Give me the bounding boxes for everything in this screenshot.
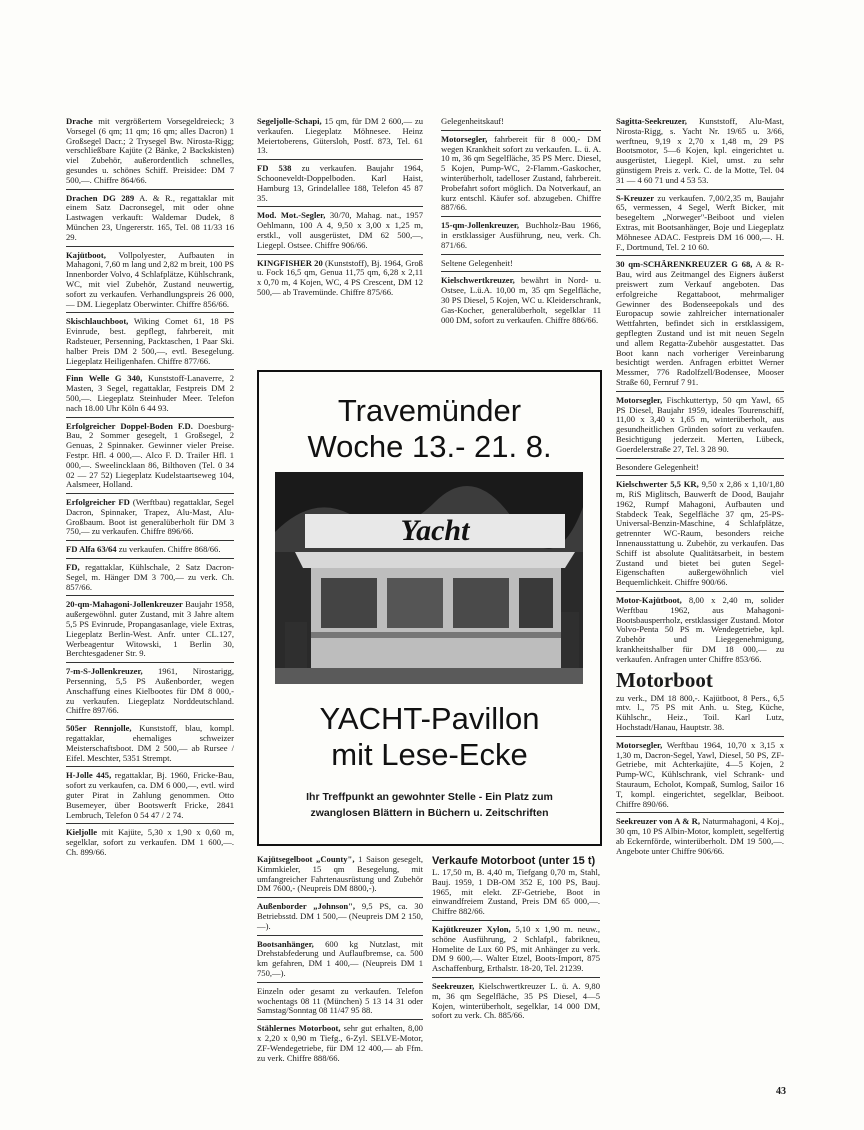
ad-text: Werftbau 1964, 10,70 x 3,15 x 1,30 m, Dacron-Segel, Yawl, Diesel, 50 PS, ZF-Getriebe, mit Achterkajüte, 4—5 Kojen, 2 Pump-WC, Kühlschrank, viel Schrank- und Stauraum, Echolot, Kompaß, Sumlog, Sailor 16 T, kompl. eingerichtet, segelklar, Beiboot. Chiffre 890/66. [616, 739, 784, 809]
classified-ad [257, 1024, 423, 1063]
classified-ad [616, 817, 784, 856]
classified-ad [66, 498, 234, 537]
ad-heading: 7-m-S-Jollenkreuzer, [66, 666, 143, 677]
ad-separator [66, 823, 234, 824]
ad-text: L. 17,50 m, B. 4,40 m, Tiefgang 0,70 m, Stahl, Bauj. 1959, 1 DB-OM 352 E, 100 PS, Bauj. 1965, mit elekt. ZF-Getriebe, Boot in einwandfreiem Zustand, Preis DM 65 000,—. Chiffre 882/66. [432, 867, 600, 917]
ad-separator [257, 254, 423, 255]
ad-text: 1961, Nirostarigg, Persenning, 5,5 PS Außenborder, wegen Anschaffung eines Kielbootes für DM 8 000,- zu verkaufen. Liegeplatz Norddeutschland. Chiffre 897/66. [66, 666, 234, 716]
ad-heading: Motor-Kajütboot, [616, 595, 682, 606]
ad-text: mit vergrößertem Vorsegeldreieck; 3 Vorsegel (6 qm; 11 qm; 16 qm; alles Dacron) 1 Großsegel Dacr.; 2 Trysegel Bw. Nirosta-Rigg; verschließbare Kajüte (2 Bänke, 2 Backskisten) viel Zubehör, außerordentlich schnelles, gesundes u. schönes Schiff. Preisidee: DM 7 500,—. Chiffre 864/66. [66, 116, 234, 185]
classified-ad [616, 694, 784, 733]
photo-sign-text: Yacht [400, 514, 470, 547]
ad-heading: Kielschwerter 5,5 KR, [616, 479, 699, 490]
ad-heading: Bootsanhänger, [257, 938, 314, 949]
ad-text: Kunststoff, blau, kompl. regattaklar, ehemaliges schweizer Meisterschaftsboot. DM 2 500,— ab Rursee / Eifel. Meschter, 5351 Strempt. [66, 723, 234, 763]
ad-text: 5,10 x 1,90 m. neuw., schöne Ausführung, 2 Schlafpl., fabrikneu, Homelite de Lux 60 PS, mit Anhänger zu verk. DM 9 600,—. Walter Etzel, Boots-Import, 875 Aschaffenburg, Erthalstr. 18-20, Tel. 21239. [432, 923, 600, 974]
pavillon-subtitle-line2: zwanglosen Blättern in Büchern u. Zeitschriften [310, 807, 549, 819]
advert-title-line1: Travemünder [337, 393, 522, 428]
ad-heading: Kajütkreuzer Xylon, [432, 923, 511, 934]
ad-separator [257, 1019, 423, 1020]
ad-text: A & R-Bau, wird aus Zeitmangel des Eigners äußerst preiswert zum Verkauf angeboten. Das erfolgreiche Regattaboot, mehrmaliger Gewinner des Bodenseepokals und des Europacup sowie zahlreicher internationaler Wettfahrten, befindet sich in erstklassigem, gepflegten Zustand und ist mit neuen Segeln und allem Regatta-Zubehör ausgestattet. Das Boot kann nach vorheriger Vereinbarung besichtigt werden. Anfragen erbittet Werner Messmer, 776 Radolfzell/Bodensee, Mooser Straße 60, Fernruf 7 91. [616, 259, 784, 387]
column-2 [257, 117, 423, 301]
column-4 [616, 117, 784, 860]
ad-text: (Kunststoff), Bj. 1964, Groß u. Fock 16,5 qm, Genua 11,75 qm, 6,28 x 2,11 x 0,70 m, 4 Kojen, WC, 4 PS Crescent, DM 12 500,— ab Travemünde. Chiffre 875/66. [257, 257, 423, 297]
classified-ad [66, 422, 234, 491]
ad-text: zu verk., DM 18 800,-. Kajütboot, 8 Pers., 6,5 mtv. l., 75 PS mit Anh. u. Steg, Küche, Kühlschr., Heiz., Toil. Karl Lutz, Hochstadt/Hanau, Hauptstr. 38. [616, 692, 784, 733]
classified-ad [441, 259, 601, 269]
ad-heading: FD 538 [257, 163, 292, 174]
classified-ad [616, 117, 784, 186]
classified-ad [432, 982, 600, 1021]
classified-ad [616, 741, 784, 810]
classified-ad [441, 276, 601, 325]
classified-ad [66, 374, 234, 413]
ad-separator [66, 719, 234, 720]
classified-ad [432, 925, 600, 974]
ad-heading: FD, [66, 562, 80, 573]
ad-text: Gelegenheitskauf! [441, 116, 504, 126]
yacht-pavillon-advert [257, 370, 602, 846]
classified-ad [616, 480, 784, 588]
ad-heading: Skischlauchboot, [66, 316, 129, 327]
ad-separator [66, 189, 234, 190]
classified-ad [66, 724, 234, 763]
ad-separator [66, 417, 234, 418]
ad-separator [257, 206, 423, 207]
ad-separator [257, 897, 423, 898]
ad-separator [66, 766, 234, 767]
ad-separator [66, 312, 234, 313]
ad-separator [616, 812, 784, 813]
ad-heading: S-Kreuzer [616, 192, 655, 203]
classified-ad [616, 596, 784, 665]
classified-ad [257, 164, 423, 203]
classified-ad [257, 940, 423, 979]
ad-text: zu verkaufen. Chiffre 868/66. [118, 544, 221, 555]
ad-heading: 15-qm-Jollenkreuzer, [441, 220, 520, 231]
ad-heading: Kajütboot, [66, 249, 106, 260]
ad-heading: 505er Rennjolle, [66, 723, 132, 734]
ad-heading: Seekreuzer von A & R, [616, 816, 701, 827]
ad-heading: Mod. Mot.-Segler, [257, 210, 326, 221]
ad-separator [616, 391, 784, 392]
ad-heading: Segeljolle-Schapi, [257, 116, 322, 126]
classified-ad [257, 117, 423, 156]
ad-heading: 20-qm-Mahagoni-Jollenkreuzer [66, 599, 183, 610]
ad-text: Kunststoff-Lanaverre, 2 Masten, 3 Segel, regattaklar, Festpreis DM 2 500,—. Liegeplatz Steinhuder Meer. Telefon nach 18.00 Uhr Köln 6 44 93. [66, 373, 234, 413]
ad-separator [616, 736, 784, 737]
ad-separator [66, 493, 234, 494]
ad-heading: Kajütsegelboot „County", [257, 854, 355, 864]
column-3 [441, 117, 601, 328]
ad-heading: Sagitta-Seekreuzer, [616, 116, 687, 126]
ad-text: regattaklar, Kühlschale, 2 Satz Dacron-Segel, m. Hänger DM 3 700,— zu verk. Ch. 857/66. [66, 562, 234, 592]
ad-text: regattaklar, Bj. 1960, Fricke-Bau, sofort zu verkaufen, ca. DM 6 000,—, evtl. wird guter Pirat in Zahlung genommen. Otto Busemeyer, über Bootswerft Fricke, 2841 Lembruch, Telefon 0 54 47 / 2 74. [66, 770, 234, 820]
classified-ad [257, 855, 423, 894]
ad-heading: Finn Welle G 340, [66, 373, 143, 384]
classified-ad [66, 251, 234, 310]
ad-separator [616, 255, 784, 256]
classified-ad [66, 194, 234, 243]
ad-heading: 30 qm-SCHÄRENKREUZER G 68, [616, 259, 753, 270]
ad-text: mit Kajüte, 5,30 x 1,90 x 0,60 m, segelklar, sofort zu verkaufen. DM 1 600,—. Ch. 899/66. [66, 827, 234, 857]
classified-ad [66, 600, 234, 659]
ad-text: zu verkaufen. Baujahr 1964, Schooneveldt-Doppelboden. Karl Haist, Hamburg 13, Grindelallee 188, Telefon 45 87 35. [257, 163, 424, 203]
ad-heading: Motorsegler, [441, 133, 488, 144]
pavillon-title-line1: YACHT-Pavillon [319, 701, 540, 736]
classified-ad [257, 211, 423, 250]
ad-text: 15 qm, für DM 2 600,— zu verkaufen. Liegeplatz Möhnesee. Heinz Meiertoberens, Gütersloh, Postf. 873, Tel. 61 13. [257, 116, 423, 156]
ad-text: Besondere Gelegenheit! [616, 461, 699, 472]
pavillon-title-line2: mit Lese-Ecke [331, 737, 528, 772]
classified-ad [616, 194, 784, 253]
ad-text: Doesburg-Bau, 2 Sommer gesegelt, 1 Großsegel, 2 Genuas, 2 Spinnaker. Gewinner vieler Preise. Festpr. Hfl. 4 000,—. Alco F. D. Trailer Hfl. 1 000,—. Sweelincklaan 86, Bilthoven (Tel. 0 34 02 — 27 52) Liegeplatz Kudelstaartseweg 104, Aalsmeer, Holland. [66, 420, 235, 490]
classified-ad [257, 259, 423, 298]
motorboot-ads [616, 694, 784, 857]
pavillon-photo-graphic [275, 472, 583, 684]
classified-ad [616, 260, 784, 387]
ad-text: 9,50 x 2,86 x 1,10/1,80 m, RiS Miglitsch, Bauwerft de Dood, Baujahr 1962, Rumpf Mahagoni, Aufbauten und Stabdeck Teak, Segelfläche 37 qm, 25-PS-Universal-Benzin-Maschine, 4 Schlafplätze, getrennter WC-Raum, besonders reiche Innenausstattung u. Zubehör, zu verkaufen. Das Schiff ist absolute Qualitätsarbeit, in bestem Zustand und bietet bei guten Segel-Eigenschaften außergewöhnlich viel Bequemlichkeit. Chiffre 900/66. [616, 479, 784, 588]
ad-separator [441, 254, 601, 255]
classified-ad [441, 117, 601, 127]
ad-separator [616, 458, 784, 459]
ad-separator [66, 595, 234, 596]
ad-text: zu verkaufen. 7,00/2,35 m, Baujahr 65, vermessen, 4 Segel, Werft Bicker, mit besegeltem „Norweger"-Beiboot und vielen Extras, mit Bootsanhänger, Boje und Liegeplatz Möhnesee ADAC. Festpreis DM 16 000,—. H. F., Dortmund, Tel. 2 10 60. [616, 192, 784, 252]
ad-text: Vollpolyester, Aufbauten in Mahagoni, 7,60 m lang und 2,82 m breit, 100 PS Innenborder Volvo, 4 Schlafplätze, Kühlschrank, WC, mit viel Zubehör, Zustand neuwertig, sofort zu verkaufen. Verhandlungspreis 26 000,— DM. Liegeplatz Oberwinter. Chiffre 856/66. [66, 249, 234, 309]
classified-ad [441, 221, 601, 250]
ad-heading: Außenborder „Johnson", [257, 901, 356, 912]
ad-separator [616, 189, 784, 190]
ad-text: A. & R., regattaklar mit einem Satz Dacronsegel, mit oder ohne Lastwagen verkauft: Waldemar Dudek, 8 München 23, Ungererstr. 165, Tel. 08 11/33 16 29. [66, 192, 234, 242]
classified-ad [257, 987, 423, 1016]
ad-separator [432, 977, 600, 978]
classified-ad [616, 463, 784, 473]
ad-heading: Kielschwertkreuzer, [441, 275, 515, 286]
column-1 [66, 117, 234, 861]
ad-text: Kunststoff, Alu-Mast, Nirosta-Rigg, s. Yacht Nr. 19/65 u. 3/66, werftneu, 9,19 x 2,70 x 1,48 m, 29 PS Bootsmotor, 5—6 Kojen, kpl. eingerichtet u. ausgerüstet, Liegepl. Kiel, umst. zu sehr günstigem Preis z. verk. C. de la Motte, Tel. 04 31 — 4 60 71 und 4 53 53. [616, 116, 784, 185]
classified-ad [66, 828, 234, 857]
ad-heading: Motorsegler, [616, 739, 663, 750]
motorboot-heading: Motorboot [616, 667, 713, 692]
ad-text: sehr gut erhalten, 8,00 x 2,20 x 0,90 m Tiefg., 6-Zyl. SELVE-Motor, ZF-Wendegetriebe, für DM 12 400,— ab Ffm. zu verk. Chiffre 888/66. [257, 1023, 423, 1063]
classified-ad [66, 563, 234, 592]
classified-ad [66, 545, 234, 555]
ad-separator [66, 369, 234, 370]
ad-separator [66, 662, 234, 663]
ad-text: Wiking Comet 61, 18 PS Evinrude, best. gepflegt, fahrbereit, mit Radsteuer, Persenning, Packtaschen, 1 Paar Ski. halber Preis DM 2 500,—, evtl. Besegelung. Liegeplatz Heiligenhafen. Chiffre 877/66. [66, 316, 234, 366]
ad-text: Naturmahagoni, 4 Koj., 30 qm, 10 PS Albin-Motor, komplett, segelfertig ab Eckernförde, winterüberholt. DM 19 500,—. Angebote unter Chiffre 906/66. [616, 816, 784, 856]
lower-column-2 [257, 855, 423, 1066]
classified-ad [616, 396, 784, 455]
ad-text: 9,5 PS, ca. 30 Betriebsstd. DM 1 500,— (Neupreis DM 2 150,—). [257, 901, 423, 931]
ad-text: 600 kg Nutzlast, mit Drehstabfederung und Auflaufbremse, ca. 500 km gefahren, DM 1 400,— (Neupreis DM 1 750,—). [257, 938, 423, 978]
ad-heading: Stählernes Motorboot, [257, 1023, 341, 1034]
ad-heading: Drache [66, 116, 93, 126]
verkaufe-motorboot-heading: Verkaufe Motorboot (unter 15 t) [432, 855, 596, 867]
ad-separator [441, 216, 601, 217]
ad-text: Buchholz-Bau 1966, in erstklassiger Ausführung, neu, verk. Ch. 871/66. [441, 220, 601, 250]
ad-separator [257, 982, 423, 983]
ad-separator [616, 591, 784, 592]
ad-text: 8,00 x 2,40 m, solider Werftbau 1962, aus Mahagoni-Bootsbausperrholz, erstklassiger Zustand. Motor Volvo-Penta 50 PS m. Wendegetriebe, kpl. Zubehör und Liegegenehmigung, krankheitshalber für DM 18 000,— zu verkaufen. Anfragen unter Chiffre 853/66. [616, 595, 784, 664]
ad-separator [257, 935, 423, 936]
ad-text: 30/70, Mahag. nat., 1957 Oehlmann, 100 A 4, 9,50 x 3,00 x 1,25 m, erstkl., voll ausgerüstet, DM 62 500,—, Liegepl. Ostsee. Chiffre 906/66. [257, 210, 423, 250]
ad-heading: H-Jolle 445, [66, 770, 112, 781]
ad-separator [66, 540, 234, 541]
ad-text: (Werftbau) regattaklar, Segel Dacron, Spinnaker, Trapez, Alu-Mast, Alu-Großbaum. Boot ist generalüberholt für DM 3 750,— zu verkaufen. Chiffre 896/66. [66, 497, 234, 537]
pavillon-photo [275, 472, 583, 684]
ad-heading: Erfolgreicher Doppel-Boden F.D. [66, 420, 193, 431]
ad-separator [257, 159, 423, 160]
classified-ad [432, 868, 600, 917]
ad-text: 1 Saison gesegelt, Kimmkieler, 15 qm Besegelung, mit umfangreicher Fahrtenausrüstung und Zubehör DM 7600,- (Neupreis DM 8800,-). [257, 854, 423, 894]
pavillon-subtitle-line1: Ihr Treffpunkt an gewohnter Stelle - Ein Platz zum [306, 791, 553, 803]
ad-heading: KINGFISHER 20 [257, 257, 323, 268]
ad-separator [616, 475, 784, 476]
ad-heading: Kieljolle [66, 827, 98, 838]
classified-ad [66, 317, 234, 366]
ad-text: Baujahr 1958, außergewöhnl. guter Zustand, mit 3 Jahre altem 5,5 PS Evinrude, Propangasanlage, viele Extras, Liegeplatz Berlin-West. Anfr. unter CL.127, Werbeagentur Witowski, 1 Berlin 30, Berchtesgadener Str. 9. [66, 599, 234, 659]
ad-separator [66, 558, 234, 559]
ad-heading: Drachen DG 289 [66, 192, 135, 203]
classified-ad [66, 667, 234, 716]
page-number: 43 [776, 1086, 786, 1097]
ad-text: bewährt in Nord- u. Ostsee, L.ü.A. 10,00 m, 35 qm Segelfläche, 30 PS Diesel, 5 Kojen, WC u. Kleiderschrank, Gas-Kocher, generalüberholt, segelklar 11 000 DM, sofort zu verkaufen. Chiffre 886/66. [441, 275, 601, 325]
lower-column-3 [432, 855, 600, 1024]
ad-heading: Motorsegler, [616, 394, 663, 405]
ad-separator [441, 271, 601, 272]
classified-ad [257, 902, 423, 931]
classified-ad [66, 771, 234, 820]
ad-heading: Seekreuzer, [432, 980, 475, 991]
ad-text: Einzeln oder gesamt zu verkaufen. Telefon wochentags 08 11 (München) 5 13 14 31 oder Samstag/Sonntag 08 11/47 95 88. [257, 985, 423, 1016]
ad-text: Kielschwertkreuzer L. ü. A. 9,80 m, 36 qm Segelfläche, 35 PS Diesel, 4—5 Kojen, winterüberholt, segelklar, 14 000 DM, sofort zu verk. Ch. 885/66. [432, 980, 600, 1021]
ad-heading: FD Alfa 63/64 [66, 544, 117, 555]
ad-separator [432, 920, 600, 921]
ad-heading: Erfolgreicher FD [66, 497, 130, 508]
classified-ad [441, 135, 601, 213]
classified-ad [66, 117, 234, 186]
ad-separator [441, 130, 601, 131]
ad-text: Fischkuttertyp, 50 qm Yawl, 65 PS Diesel, Baujahr 1959, ideales Tourenschiff, 11,00 x 3,40 x 1,65 m, winterüberholt, aus gesundheitlichen Gründen sofort zu verkaufen. Besichtigung jederzeit. Merten, Lübeck, Goerdelerstraße 27, Tel. 3 28 90. [616, 394, 784, 454]
ad-separator [66, 246, 234, 247]
ad-text: Seltene Gelegenheit! [441, 257, 513, 268]
ad-text: fahrbereit für 8 000,- DM wegen Krankheit sofort zu verkaufen. L. ü. A. 10 m, 36 qm Segelfläche, 35 PS Merc. Diesel, 5 Kojen, Pump-WC, 2-Flamm.-Gaskocher, winterüberholt, tadelloser Zustand, fahrbereit. Probefahrt sofort möglich. Da Notverkauf, an kurz entschl. Käufer sof. abzugeben. Chiffre 887/66. [441, 133, 602, 213]
advert-title-line2: Woche 13.- 21. 8. [307, 429, 552, 464]
